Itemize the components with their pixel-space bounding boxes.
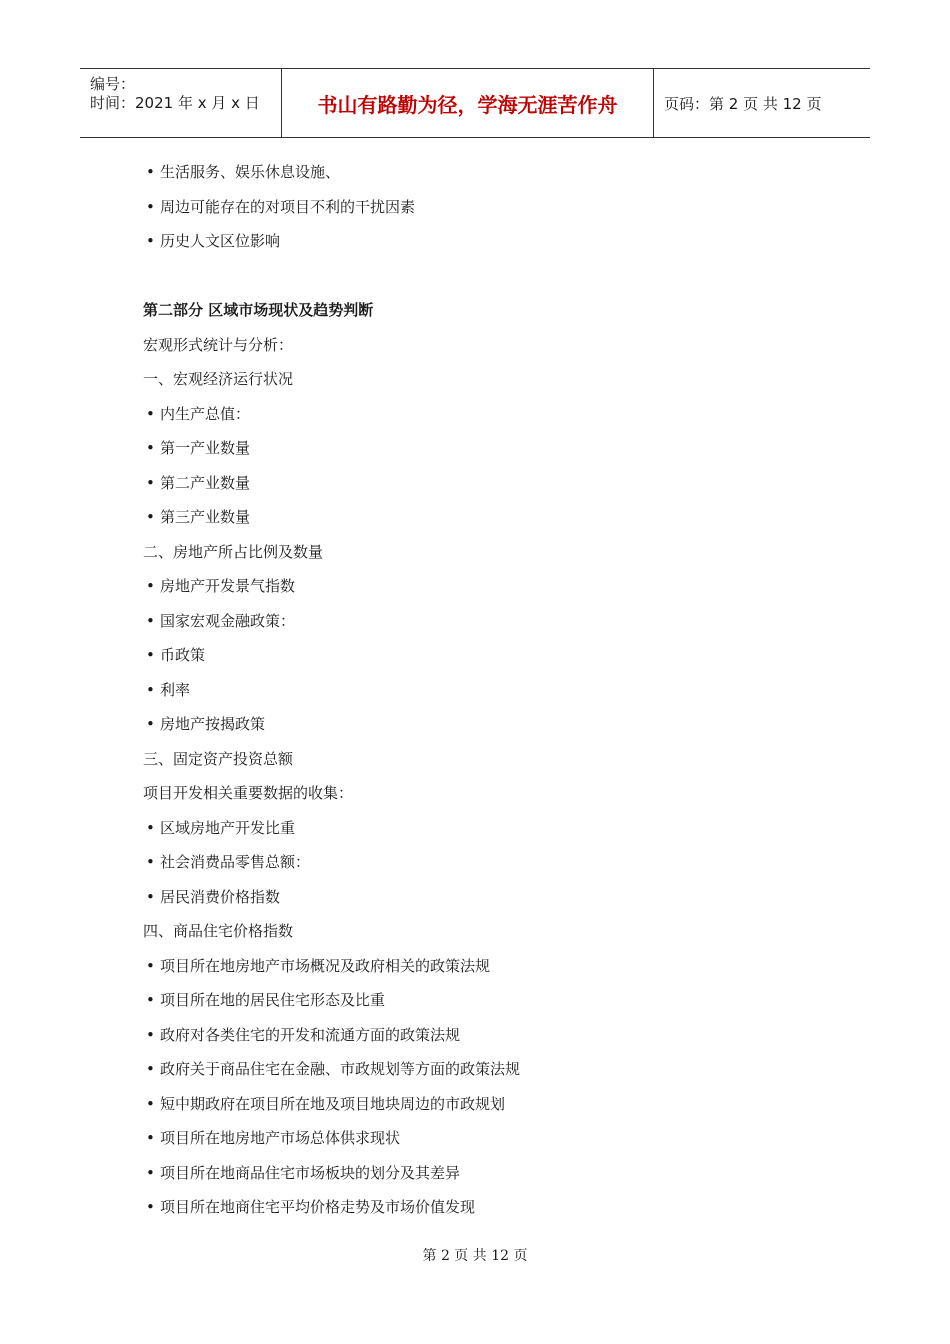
bullet-item bbox=[143, 1056, 843, 1091]
bullet-item bbox=[143, 642, 843, 677]
document-body bbox=[143, 159, 843, 1229]
bullet-item bbox=[143, 987, 843, 1022]
bullet-item bbox=[143, 1022, 843, 1057]
bullet-item bbox=[143, 573, 843, 608]
bullet-text: 第三产业数量 bbox=[160, 508, 251, 526]
bullet-item bbox=[143, 953, 843, 988]
bullet-text: 政府对各类住宅的开发和流通方面的政策法规 bbox=[160, 1025, 461, 1044]
bullet-icon: • bbox=[146, 956, 155, 975]
bullet-item bbox=[143, 1194, 843, 1229]
bullet-text: 项目所在地房地产市场概况及政府相关的政策法规 bbox=[160, 956, 491, 975]
bullet-item bbox=[143, 608, 843, 643]
bullet-item bbox=[143, 194, 843, 229]
bullet-text: 项目所在地的居民住宅形态及比重 bbox=[160, 991, 386, 1009]
bullet-icon: • bbox=[146, 1163, 155, 1182]
paragraph-line: 四、商品住宅价格指数 bbox=[143, 922, 294, 940]
bullet-icon: • bbox=[146, 991, 155, 1009]
header-meta bbox=[80, 69, 281, 137]
bullet-item bbox=[143, 711, 843, 746]
bullet-item bbox=[143, 228, 843, 263]
header-page-info: 页码：第 2 页 共 12 页 bbox=[664, 94, 822, 113]
bullet-text: 内生产总值： bbox=[160, 404, 251, 423]
bullet-icon: • bbox=[146, 577, 155, 595]
paragraph-line: 项目开发相关重要数据的收集： bbox=[143, 784, 354, 802]
page-footer: 第 2 页 共 12 页 bbox=[422, 1248, 528, 1264]
bullet-icon: • bbox=[146, 1094, 155, 1113]
time-label: 时间：2021 年 x 月 x 日 bbox=[90, 94, 260, 112]
bullet-text: 居民消费价格指数 bbox=[160, 887, 281, 906]
bullet-icon: • bbox=[146, 715, 155, 733]
bullet-item bbox=[143, 849, 843, 884]
paragraph-line: 宏观形式统计与分析： bbox=[143, 335, 294, 354]
bullet-icon: • bbox=[146, 853, 155, 871]
bullet-icon: • bbox=[146, 232, 155, 250]
bullet-item bbox=[143, 884, 843, 919]
bullet-icon: • bbox=[146, 439, 155, 457]
bullet-icon: • bbox=[146, 404, 155, 423]
paragraph-line: 一、宏观经济运行状况 bbox=[143, 370, 294, 388]
bullet-text: 短中期政府在项目所在地及项目地块周边的市政规划 bbox=[160, 1094, 506, 1113]
number-label: 编号： bbox=[90, 75, 136, 93]
bullet-item bbox=[143, 401, 843, 436]
bullet-icon: • bbox=[146, 1129, 155, 1147]
bullet-item bbox=[143, 677, 843, 712]
blank-line bbox=[143, 263, 843, 298]
bullet-text: 项目所在地商品住宅市场板块的划分及其差异 bbox=[160, 1163, 461, 1182]
bullet-item bbox=[143, 470, 843, 505]
bullet-icon: • bbox=[146, 508, 155, 526]
bullet-icon: • bbox=[146, 163, 155, 181]
paragraph-line: 二、房地产所占比例及数量 bbox=[143, 542, 324, 561]
header-motto: 书山有路勤为径，学海无涯苦作舟 bbox=[281, 69, 654, 137]
bullet-text: 项目所在地房地产市场总体供求现状 bbox=[160, 1129, 401, 1147]
bullet-text: 项目所在地商住宅平均价格走势及市场价值发现 bbox=[160, 1198, 476, 1216]
bullet-text: 社会消费品零售总额： bbox=[160, 853, 311, 871]
bullet-text: 房地产按揭政策 bbox=[160, 715, 266, 733]
paragraph-line: 三、固定资产投资总额 bbox=[143, 749, 294, 768]
bullet-item bbox=[143, 504, 843, 539]
bullet-text: 政府关于商品住宅在金融、市政规划等方面的政策法规 bbox=[160, 1060, 521, 1078]
bullet-icon: • bbox=[146, 473, 155, 492]
bullet-icon: • bbox=[146, 1025, 155, 1044]
page-header bbox=[80, 68, 870, 138]
bullet-item bbox=[143, 435, 843, 470]
bullet-icon: • bbox=[146, 1060, 155, 1078]
bullet-icon: • bbox=[146, 611, 155, 630]
bullet-icon: • bbox=[146, 680, 155, 699]
bullet-text: 生活服务、娱乐休息设施、 bbox=[160, 163, 341, 181]
section-heading: 第二部分 区域市场现状及趋势判断 bbox=[143, 301, 374, 319]
bullet-item bbox=[143, 159, 843, 194]
bullet-text: 第一产业数量 bbox=[160, 439, 251, 457]
bullet-text: 国家宏观金融政策： bbox=[160, 611, 296, 630]
bullet-text: 区域房地产开发比重 bbox=[160, 818, 296, 837]
bullet-item bbox=[143, 1160, 843, 1195]
bullet-text: 周边可能存在的对项目不利的干扰因素 bbox=[160, 197, 416, 216]
bullet-item bbox=[143, 1125, 843, 1160]
bullet-text: 第二产业数量 bbox=[160, 473, 251, 492]
bullet-text: 历史人文区位影响 bbox=[160, 232, 281, 250]
bullet-icon: • bbox=[146, 1198, 155, 1216]
bullet-text: 币政策 bbox=[160, 646, 206, 664]
bullet-icon: • bbox=[146, 887, 155, 906]
bullet-icon: • bbox=[146, 818, 155, 837]
bullet-text: 房地产开发景气指数 bbox=[160, 577, 296, 595]
bullet-item bbox=[143, 1091, 843, 1126]
bullet-item bbox=[143, 815, 843, 850]
bullet-icon: • bbox=[146, 646, 155, 664]
bullet-icon: • bbox=[146, 197, 155, 216]
bullet-text: 利率 bbox=[160, 680, 191, 699]
